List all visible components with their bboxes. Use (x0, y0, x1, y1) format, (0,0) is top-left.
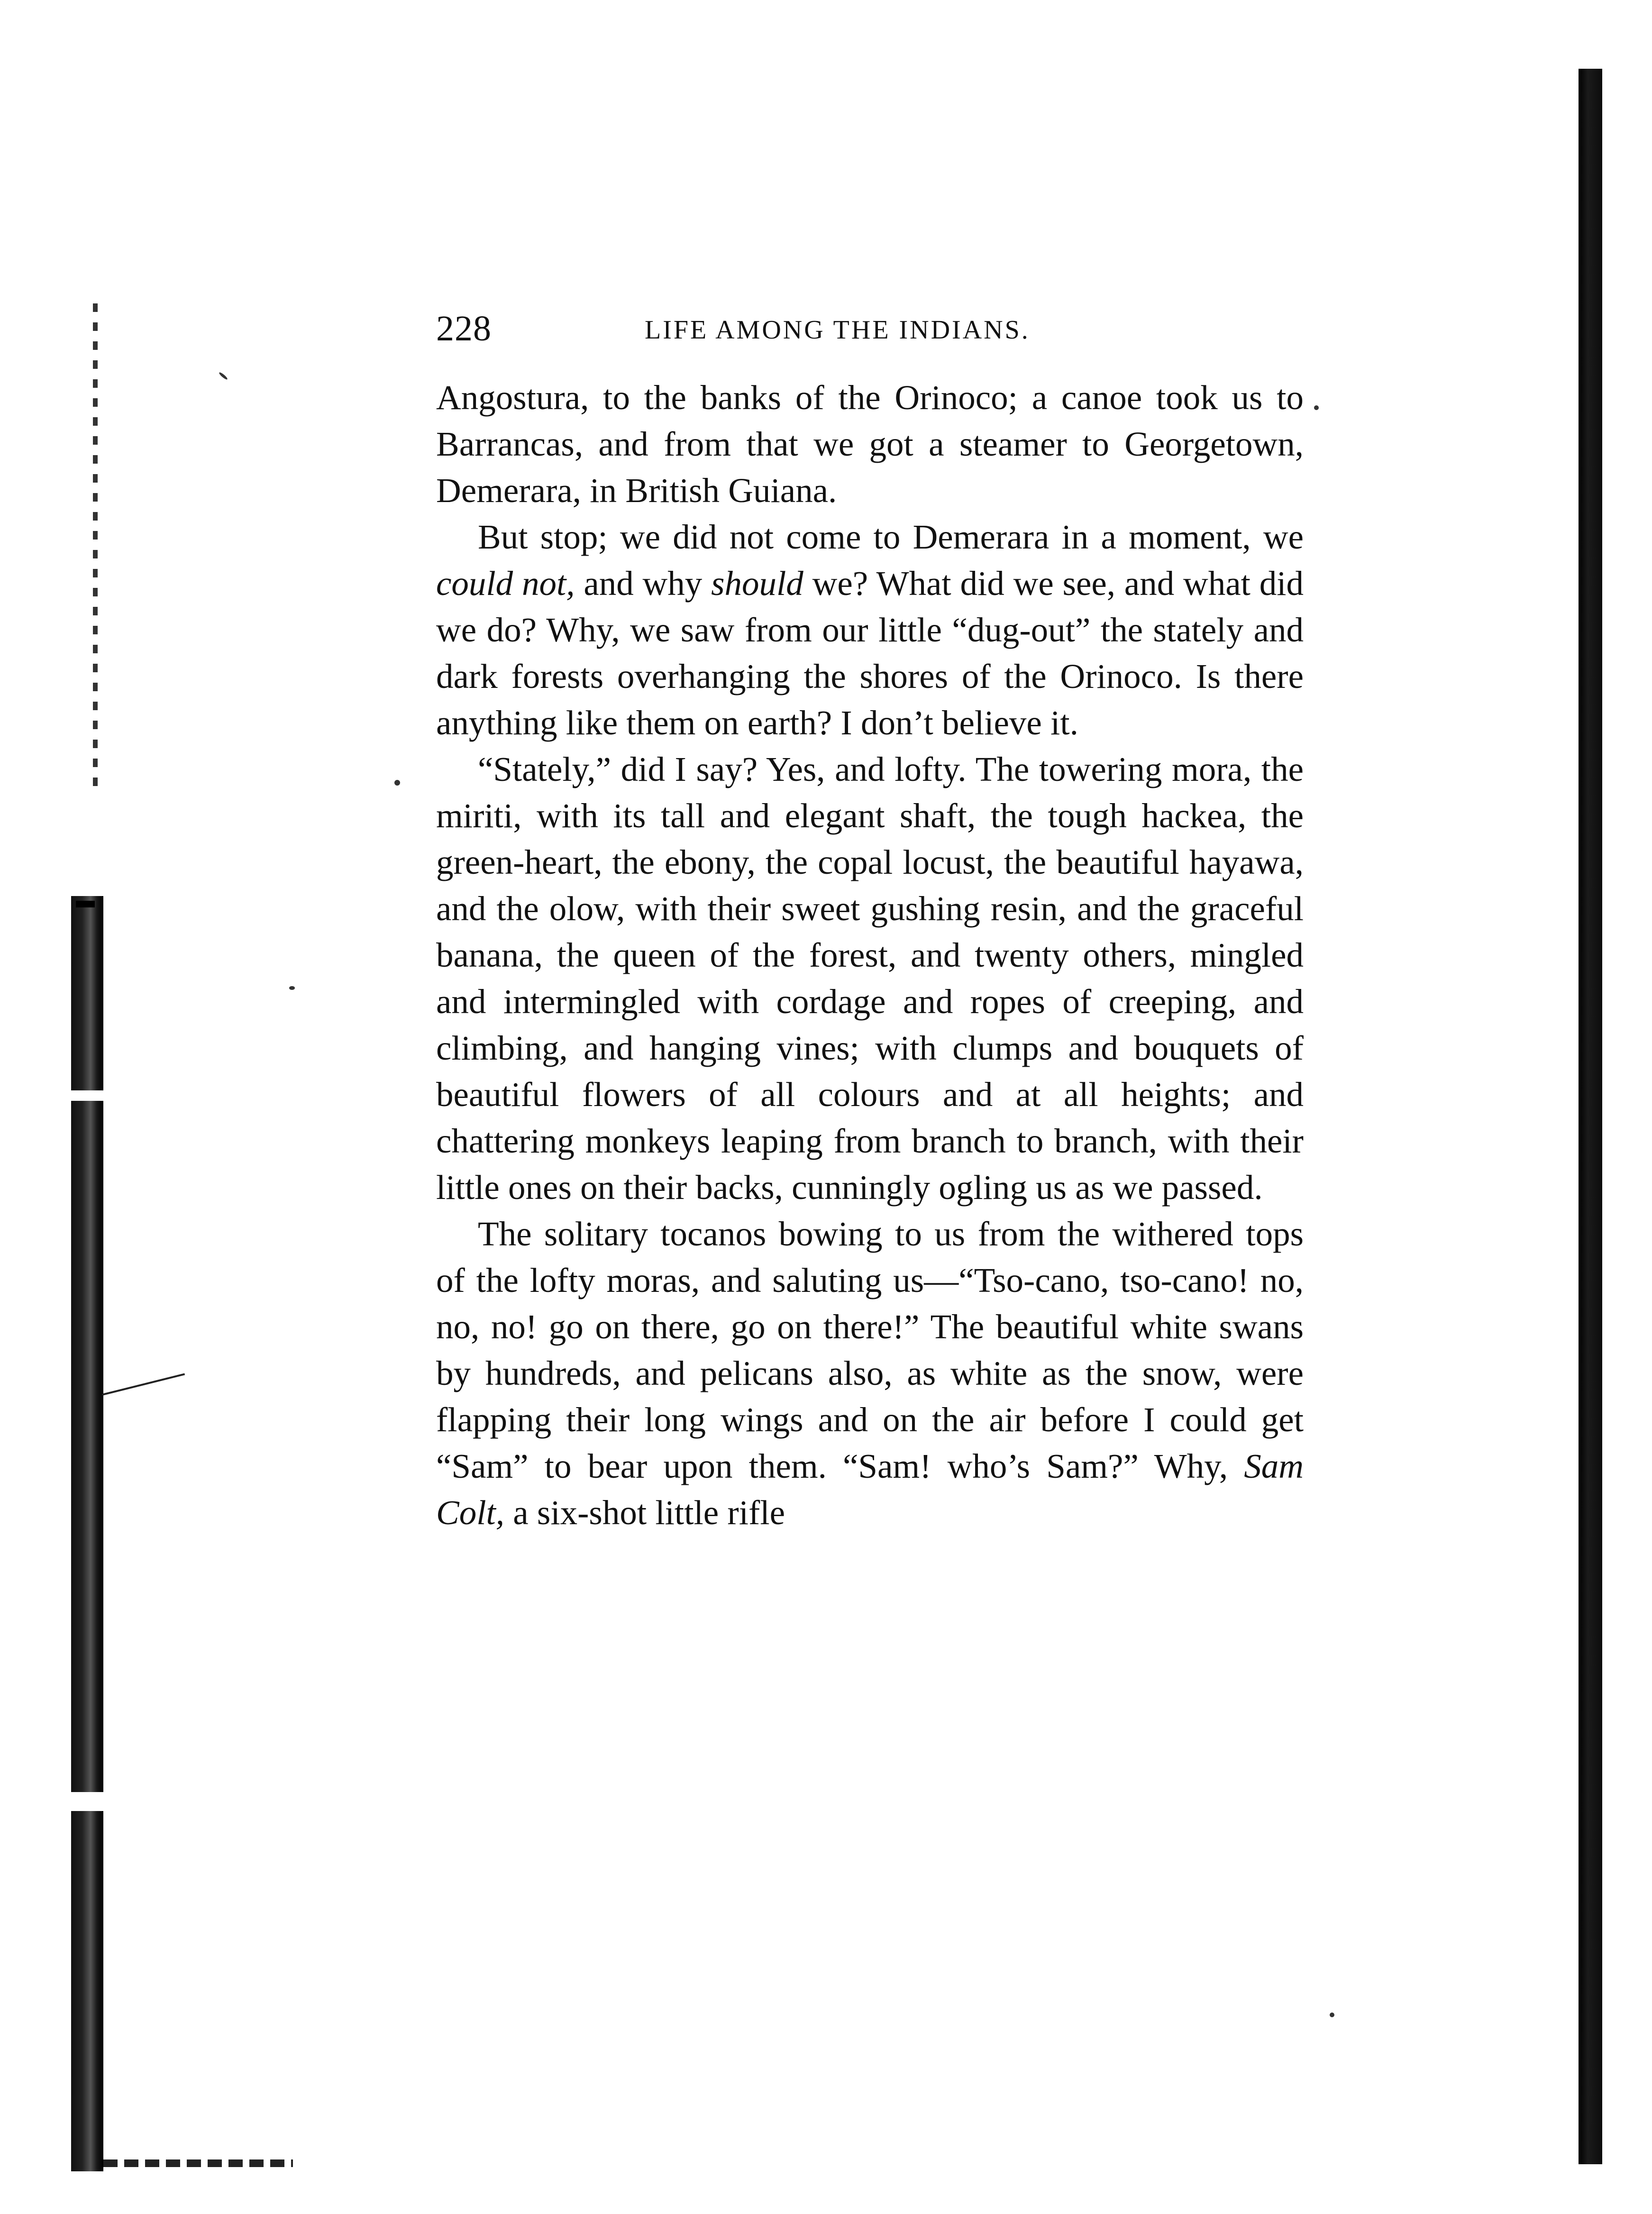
paragraph-3: “Stately,” did I say? Yes, and lofty. The towering mora, the miriti, with its tall and elegant shaft, the tough hackea, the green-heart, the ebony, the copal locust, the beautiful hayawa, and the olow, with their sweet gushing resin, and the graceful banana, the queen of the forest, and twenty others, mingled and intermingled with cordage and ropes of creeping, and climbing, and hanging vines; with clumps and bouquets of beautiful flowers of all colours and at all heights; and chattering monkeys leaping from branch to branch, with their little ones on their backs, cunningly ogling us as we passed. (436, 750, 1304, 1207)
paragraph-2-text-a: But stop; we did not come to Demerara in a moment, we (478, 518, 1304, 556)
scan-binding-gap (71, 1792, 103, 1811)
scan-speck (219, 372, 228, 381)
running-head (436, 308, 1304, 360)
scan-speck (1330, 2013, 1334, 2017)
scan-binding-gap (71, 1090, 103, 1101)
paragraph-2-italic-could-not: could not, (436, 564, 575, 603)
scan-binding-bottom (103, 2159, 293, 2167)
scan-speck (394, 780, 400, 786)
running-title: LIFE AMONG THE INDIANS. (645, 315, 1030, 345)
paragraph-4 (436, 1211, 1304, 1536)
scan-speck (289, 986, 295, 990)
paragraph-4-italic-sam-colt: Sam Colt, (436, 1447, 1304, 1532)
scan-stray-mark (102, 1373, 185, 1396)
scan-speck (1314, 405, 1319, 410)
scan-binding-mark (76, 901, 95, 907)
paragraph-4-text-b: a six-shot little rifle (504, 1493, 785, 1532)
scan-edge-shadow (93, 303, 98, 787)
scan-binding-edge-right (1579, 69, 1602, 2164)
scan-binding-edge-left (71, 896, 103, 2171)
text-block (436, 308, 1304, 1536)
paragraph-2-text-c: we? What did we see, and what did we do? Why, we saw from our little “dug-out” the stately and dark forests overhanging the shores of the Orinoco. Is there anything like them on earth? I don’t believe it. (436, 564, 1304, 742)
paragraph-2-italic-should: should (711, 564, 803, 603)
paragraph-2 (436, 514, 1304, 746)
paragraph-4-text-a: The solitary tocanos bowing to us from the withered tops of the lofty moras, and saluting us—“Tso-cano, tso-cano! no, no, no! go on there, go on there!” The beautiful white swans by hundreds, and pelicans also, as white as the snow, were flapping their long wings and on the air before I could get “Sam” to bear upon them. “Sam! who’s Sam?” Why, (436, 1215, 1304, 1485)
paragraph-1: Angostura, to the banks of the Orinoco; a canoe took us to Barrancas, and from that we got a steamer to Georgetown, Demerara, in British Guiana. (436, 378, 1304, 510)
page-number: 228 (436, 309, 492, 348)
paragraph-2-text-b: and why (575, 564, 712, 603)
